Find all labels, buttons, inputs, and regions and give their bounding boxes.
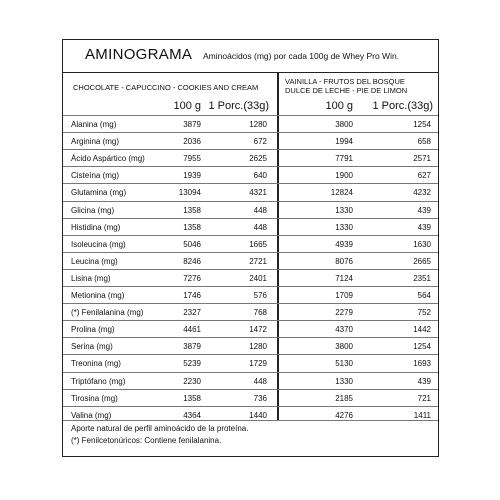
col-header-100g-left: 100 g [173,100,201,112]
flavor-group-right [285,77,407,95]
value-cell: 1994 [335,137,353,147]
amino-acid-name: Histidina (mg) [71,222,121,232]
amino-acid-name: (*) Fenilalanina (mg) [71,308,144,318]
value-cell: 1358 [183,222,201,232]
value-cell: 3800 [335,120,353,129]
value-cell: 658 [417,137,431,147]
amino-acid-name: Isoleucina (mg) [71,239,126,249]
value-cell: 5239 [183,359,201,369]
amino-acid-name: Triptófano (mg) [71,376,126,386]
value-cell: 2279 [335,308,353,318]
value-cell: 2665 [413,256,431,266]
value-cell: 2625 [249,154,267,164]
value-cell: 1729 [249,359,267,369]
value-cell: 627 [417,171,431,181]
aminogram-table [62,39,439,457]
amino-acid-name: Arginina (mg) [71,137,120,147]
value-cell: 1330 [335,376,353,386]
value-cell: 2185 [335,393,353,403]
amino-acid-name: Cisteína (mg) [71,171,120,181]
amino-acid-name: Prolina (mg) [71,325,115,335]
value-cell: 2401 [249,273,267,283]
value-cell: 2571 [413,154,431,164]
value-cell: 2327 [183,308,201,318]
value-cell: 7276 [183,273,201,283]
value-cell: 8246 [183,256,201,266]
table-subtitle: Aminoácidos (mg) por cada 100g de Whey Pro Win. [203,51,400,61]
footnote-1: Aporte natural de perfil aminoácido de la proteína. [71,424,249,433]
value-cell: 672 [253,137,267,147]
value-cell: 439 [417,376,431,386]
value-cell: 4364 [183,410,201,420]
value-cell: 1630 [413,239,431,249]
value-cell: 3879 [183,120,201,129]
flavor-group-right-line2: DULCE DE LECHE - PIE DE LIMON [285,86,408,95]
value-cell: 1280 [249,342,267,352]
value-cell: 1411 [413,410,431,420]
value-cell: 3879 [183,342,201,352]
value-cell: 448 [253,222,267,232]
value-cell: 8076 [335,256,353,266]
value-cell: 4461 [183,325,201,335]
value-cell: 721 [417,393,431,403]
amino-acid-name: Ácido Aspártico (mg) [71,154,145,164]
value-cell: 4370 [335,325,353,335]
col-header-porc-left: 1 Porc.(33g) [208,100,269,112]
value-cell: 1358 [183,393,201,403]
value-cell: 4939 [335,239,353,249]
footnote-2: (*) Fenilcetonúricos: Contiene fenilalanina. [71,436,222,445]
amino-acid-name: Valina (mg) [71,410,112,420]
amino-acid-name: Metionina (mg) [71,291,125,300]
flavor-group-left: CHOCOLATE - CAPUCCINO - COOKIES AND CREAM [73,83,259,92]
value-cell: 752 [417,308,431,318]
value-cell: 2721 [249,256,267,266]
value-cell: 1440 [249,410,267,420]
table-title: AMINOGRAMA [85,46,193,63]
amino-acid-name: Alanina (mg) [71,120,117,129]
value-cell: 768 [253,308,267,318]
amino-acid-name: Treonina (mg) [71,359,121,369]
value-cell: 7955 [183,154,201,164]
value-cell: 7791 [335,154,353,164]
value-cell: 3800 [335,342,353,352]
col-header-porc-right: 1 Porc.(33g) [372,100,433,112]
value-cell: 5130 [335,359,353,369]
value-cell: 12824 [330,188,353,198]
value-cell: 1254 [413,342,431,352]
value-cell: 1472 [249,325,267,335]
value-cell: 1442 [413,325,431,335]
value-cell: 7124 [335,273,353,283]
value-cell: 4321 [249,188,267,198]
value-cell: 439 [417,222,431,232]
value-cell: 1746 [183,291,201,300]
value-cell: 2351 [413,273,431,283]
title-row [63,40,438,73]
amino-acid-name: Lisina (mg) [71,273,111,283]
value-cell: 2230 [183,376,201,386]
value-cell: 448 [253,376,267,386]
value-cell: 2036 [183,137,201,147]
amino-acid-name: Serina (mg) [71,342,113,352]
value-cell: 13094 [178,188,201,198]
value-cell: 1280 [249,120,267,129]
flavor-group-right-line1: VAINILLA - FRUTOS DEL BOSQUE [285,77,405,86]
value-cell: 1330 [335,222,353,232]
value-cell: 1709 [335,291,353,300]
value-cell: 4276 [335,410,353,420]
amino-acid-name: Leucina (mg) [71,256,118,266]
amino-acid-name: Glutamina (mg) [71,188,127,198]
value-cell: 1358 [183,205,201,215]
amino-acid-name: Glicina (mg) [71,205,115,215]
value-cell: 1900 [335,171,353,181]
col-header-100g-right: 100 g [325,100,353,112]
value-cell: 4232 [413,188,431,198]
value-cell: 640 [253,171,267,181]
value-cell: 5046 [183,239,201,249]
value-cell: 1330 [335,205,353,215]
footer-divider [63,420,438,421]
value-cell: 736 [253,393,267,403]
value-cell: 448 [253,205,267,215]
value-cell: 576 [253,291,267,300]
table-row [63,406,438,426]
amino-acid-name: Tirosina (mg) [71,393,118,403]
value-cell: 1693 [413,359,431,369]
value-cell: 564 [417,291,431,300]
value-cell: 1665 [249,239,267,249]
value-cell: 1254 [413,120,431,129]
value-cell: 439 [417,205,431,215]
value-cell: 1939 [183,171,201,181]
